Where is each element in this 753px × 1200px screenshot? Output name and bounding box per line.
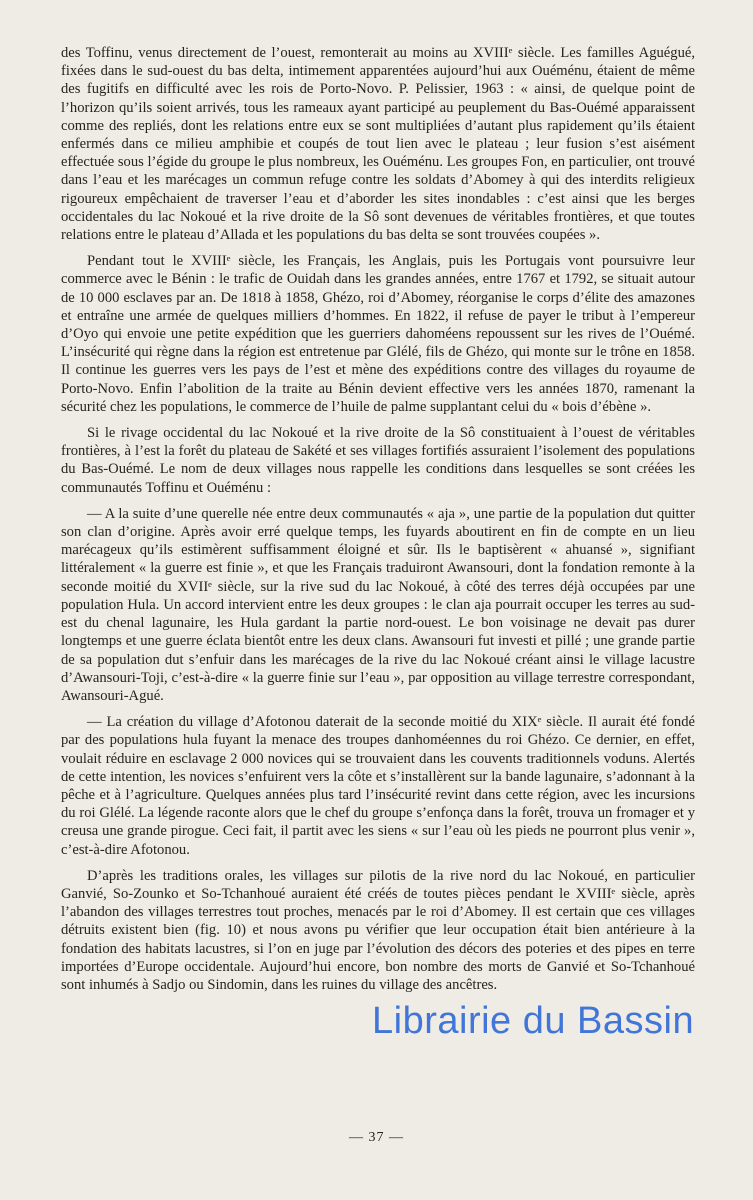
page-body bbox=[61, 44, 695, 994]
paragraph-oral-traditions: D’après les traditions orales, les villages sur pilotis de la rive nord du lac Nokoué, en particulier Ganvié, So-Zounko et So-Tchanhoué auraient été créés de toutes pièces pendant le XVIIIᵉ siècle, après l’abandon des villages terrestres tout proches, menacés par le roi d’Abomey. Il est certain que ces villages détruits existent bien (fig. 10) et nous avons pu vérifier que leur occupation était bien antérieure à la fondation des habitats lacustres, si l’on en juge par l’évolution des décors des poteries et des pipes en terre importées d’Europe occidentale. Aujourd’hui encore, bon nombre des morts de Ganvié et So-Tchanhoué sont inhumés à Sadjo ou Sindomin, dans les ruines du village des ancêtres. bbox=[61, 867, 695, 993]
paragraph-awansouri: — A la suite d’une querelle née entre deux communautés « aja », une partie de la population dut quitter son clan d’origine. Après avoir erré quelque temps, les fuyards aboutirent en fin de compte en un lieu marécageux qu’ils estimèrent suffisamment éloigné et sûr. Ils le baptisèrent « ahuansé », signifiant littéralement « la guerre est finie », et que les Français traduiront Awansouri, dont la fondation remonte à la seconde moitié du XVIIᵉ siècle, sur la rive sud du lac Nokoué, à côté des terres déjà occupées par une population Hula. Un accord intervient entre les deux groupes : le clan aja pourrait occuper les terres au sud-est du chenal lagunaire, les Hula gardant la partie nord-ouest. Le bon voisinage ne devait pas durer longtemps et une guerre éclata bientôt entre les deux clans. Awansouri fut investi et pillé ; une grande partie de sa population dut s’enfuir dans les marécages de la rive du lac Nokoué créant ainsi le village lacustre d’Awansouri-Toji, c’est-à-dire « la guerre finie sur l’eau », par opposition au village terrestre correspondant, Awansouri-Agué. bbox=[61, 505, 695, 704]
paragraph-continuation: des Toffinu, venus directement de l’ouest, remonterait au moins au XVIIIᵉ siècle. Les familles Aguégué, fixées dans le sud-ouest du bas delta, intimement apparentées aujourd’hui aux Ouéménu, étaient de même des fugitifs en difficulté avec les rois de Porto-Novo. P. Pelissier, 1963 : « ainsi, de quelque point de l’horizon qu’ils soient arrivés, tous les rameaux ayant participé au peuplement du Bas-Ouémé apparaissent comme des repliés, dont les relations entre eux se sont multipliées d’autant plus rapidement qu’ils étaient enfermés dans ce milieu amphibie et coupés de tout lien avec le plateau ; leur fusion s’est aisément effectuée sous l’égide du groupe le plus nombreux, les Ouéménu. Les groupes Fon, en particulier, ont trouvé dans l’eau et les marécages un commun refuge contre les soldats d’Abomey à qui des interdits religieux rigoureux empêchaient de traverser l’eau et d’aborder les sites inondables : c’est ainsi que les berges occidentales du lac Nokoué et la rive droite de la Sô sont devenues de véritables frontières, et que toutes relations entre le plateau d’Allada et les populations du bas delta se sont trouvées coupées ». bbox=[61, 45, 695, 244]
page-number: — 37 — bbox=[349, 1130, 404, 1145]
watermark: Librairie du Bassin bbox=[372, 1000, 695, 1042]
paragraph-slave-trade: Pendant tout le XVIIIᵉ siècle, les Français, les Anglais, puis les Portugais vont poursuivre leur commerce avec le Bénin : le trafic de Ouidah dans les grandes années, entre 1767 et 1792, se situait autour de 10 000 esclaves par an. De 1818 à 1858, Ghézo, roi d’Abomey, réorganise le corps d’élite des amazones et entraîne une armée de quelques milliers d’hommes. En 1822, il refuse de payer le tribut à l’empereur d’Oyo qui envoie une petite expédition que les guerriers dahoméens repoussent sur les rives de l’Ouémé. L’insécurité qui règne dans la région est entretenue par Glélé, fils de Ghézo, qui monte sur le trône en 1858. Il continue les guerres vers les pays de l’est et mène des expéditions contre des villages du royaume de Porto-Novo. Enfin l’abolition de la traite au Bénin devient effective vers les années 1870, ramenant la sécurité chez les populations, le commerce de l’huile de palme supplantant celui du « bois d’ébène ». bbox=[61, 253, 695, 415]
paragraph-afotonou: — La création du village d’Afotonou daterait de la seconde moitié du XIXᵉ siècle. Il aurait été fondé par des populations hula fuyant la menace des troupes danhoméennes du roi Ghézo. Ce dernier, en effet, voulait réduire en esclavage 2 000 novices qui se trouvaient dans les couvents traditionnels voduns. Alertés de cette intention, les novices s’enfuirent vers la côte et s’installèrent sur la bande lagunaire, s’adonnant à la pêche et à l’agriculture. Quelques années plus tard l’insécurité revint dans cette région, avec les incursions du roi Glélé. La légende raconte alors que le chef du groupe s’enfonça dans la forêt, trouva un fromager et y creusa une grande pirogue. Ceci fait, il partit avec les siens « sur l’eau où les pieds ne pourront plus venir », c’est-à-dire Afotonou. bbox=[61, 714, 695, 858]
paragraph-frontiers: Si le rivage occidental du lac Nokoué et la rive droite de la Sô constituaient à l’ouest de véritables frontières, à l’est la forêt du plateau de Sakété et ses villages fortifiés assuraient l’isolement des populations du Bas-Ouémé. Le nom de deux villages nous rappelle les conditions dans lesquelles se sont créées les communautés Toffinu et Ouéménu : bbox=[61, 425, 695, 496]
